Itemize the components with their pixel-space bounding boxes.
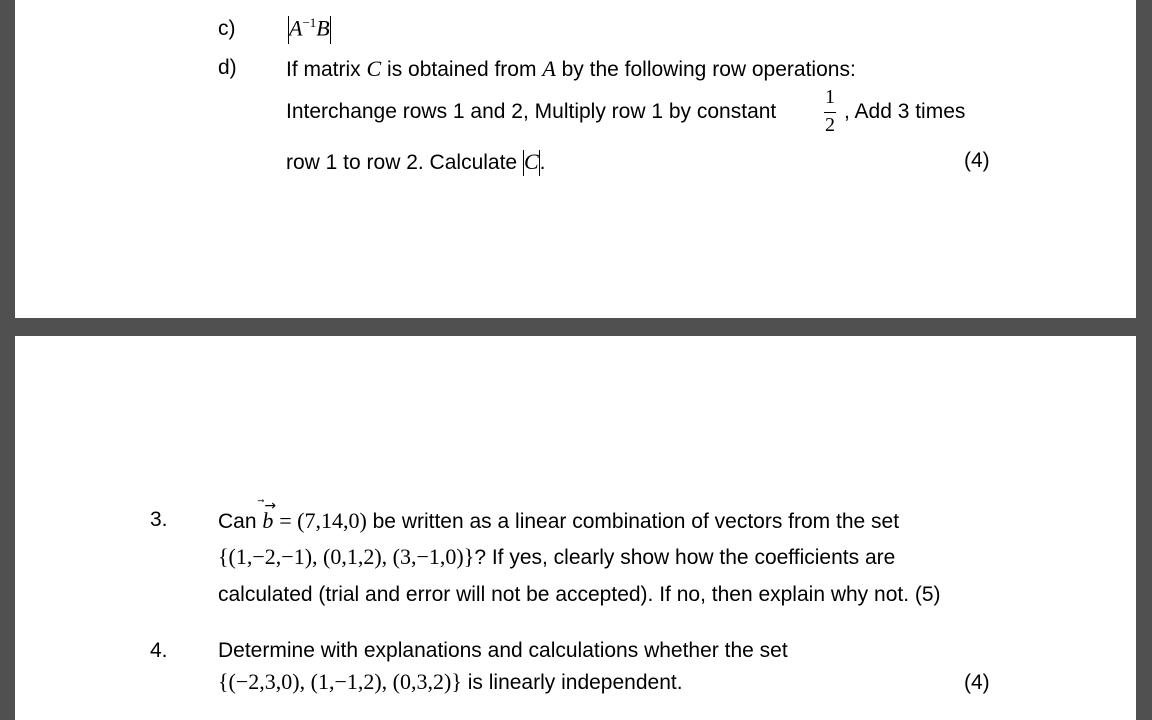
item-d-line-3: row 1 to row 2. Calculate C.: [286, 149, 545, 176]
question-4-line-1: Determine with explanations and calculations whether the set: [218, 639, 788, 662]
fraction-bar: [824, 112, 836, 113]
question-3-number: 3.: [150, 508, 168, 531]
item-c-label: c): [218, 17, 236, 40]
item-d-line-1: If matrix C is obtained from A by the following row operations:: [286, 56, 856, 81]
question-4-line-2: {(−2,3,0), (1,−1,2), (0,3,2)} is linearly independent.: [218, 669, 683, 694]
document-page-2: [15, 336, 1136, 720]
fraction-numerator: 1: [825, 86, 835, 108]
item-d-line-2a: Interchange rows 1 and 2, Multiply row 1 by constant: [286, 100, 777, 123]
document-page-1: [15, 0, 1136, 318]
item-d-line-2b: , Add 3 times: [844, 100, 966, 123]
question-4-vector-set: {(−2,3,0), (1,−1,2), (0,3,2)}: [218, 669, 462, 694]
fraction-denominator: 2: [825, 114, 835, 136]
question-3-line-3: calculated (trial and error will not be accepted). If no, then explain why not. (5): [218, 583, 941, 606]
item-c-expression: $A^{-1}B$: [288, 15, 331, 44]
question-4-number: 4.: [150, 639, 168, 662]
vector-arrow-icon: ⃗→: [264, 498, 277, 514]
question-4-marks: (4): [964, 671, 990, 694]
item-d-marks: (4): [964, 149, 990, 172]
question-3-line-2: {(1,−2,−1), (0,1,2), (3,−1,0)}? If yes, clearly show how the coefficients are: [218, 544, 896, 569]
question-3-vector-set: {(1,−2,−1), (0,1,2), (3,−1,0)}: [218, 544, 475, 569]
question-3-line-1: Can ⃗→ b = (7,14,0) be written as a linear combination of vectors from the set: [218, 498, 900, 533]
item-d-label: d): [218, 56, 237, 79]
